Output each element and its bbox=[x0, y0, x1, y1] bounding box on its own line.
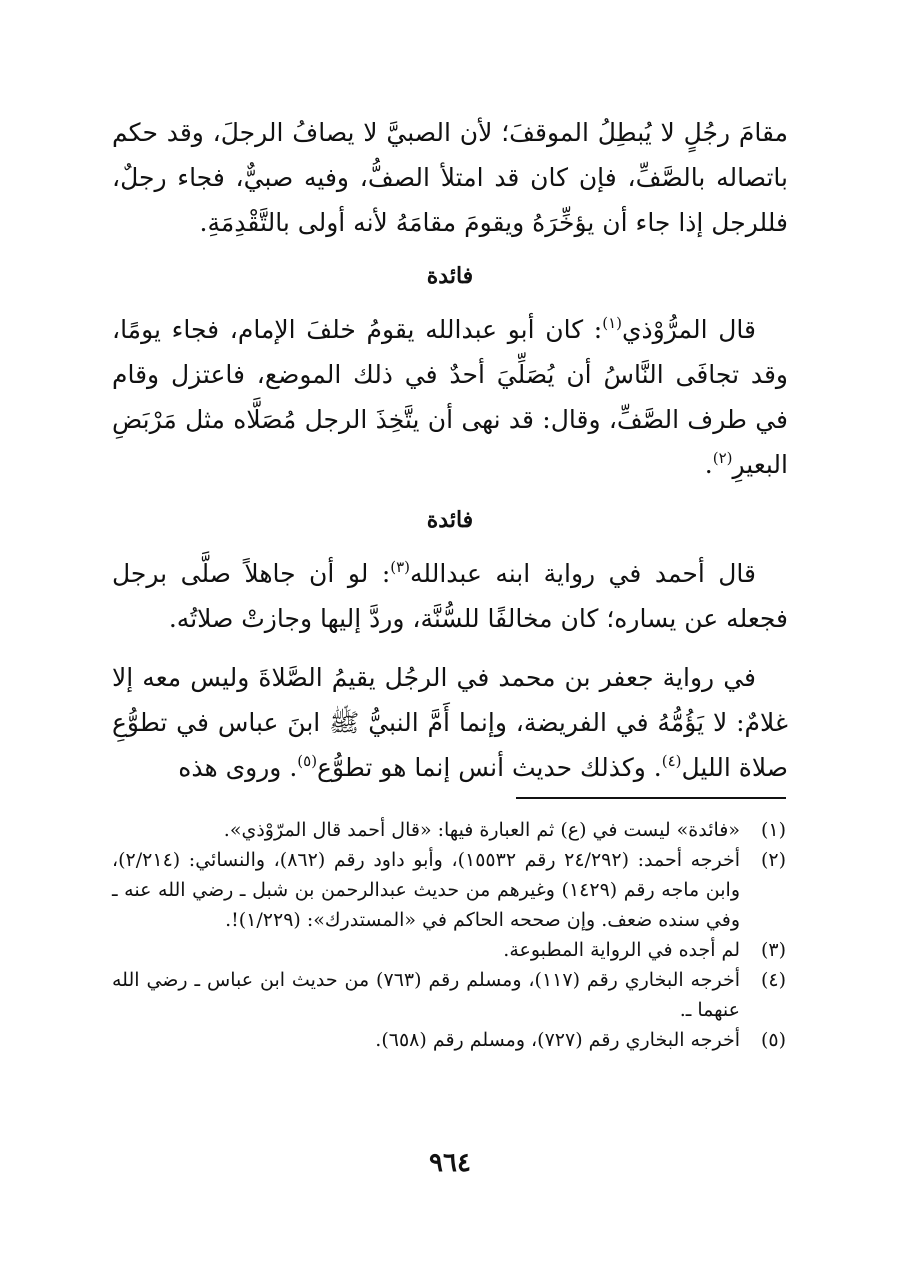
footnote-number: (٢) bbox=[760, 849, 786, 871]
footnote-text: أخرجه البخاري رقم (١١٧)، ومسلم رقم (٧٦٣) من حديث ابن عباس ـ رضي الله عنهما ـ. bbox=[112, 969, 741, 1021]
footnote-1 bbox=[112, 815, 786, 845]
footnote-text: «فائدة» ليست في (ع) ثم العبارة فيها: «قال أحمد قال المرّوْذي». bbox=[223, 819, 740, 841]
section-heading-1: فائدة bbox=[426, 263, 474, 289]
footnote-5 bbox=[112, 1025, 786, 1055]
paragraph-2-text-c: . bbox=[704, 450, 713, 479]
paragraph-4 bbox=[112, 655, 788, 790]
paragraph-3-text-b: : لو أن جاهلاً صلَّى برجل فجعله عن يساره؛ كان مخالفًا للسُّنَّة، وردَّ إليها وجازتْ صلاتُه. bbox=[112, 559, 788, 633]
paragraph-2-text-b: : كان أبو عبدالله يقومُ خلفَ الإمام، فجاء يومًا، وقد تجافَى النَّاسُ أن يُصَلِّيَ أحدٌ في ذلك الموضع، فاعتزل وقام في طرف الصَّفِّ، وقال: قد نهى أن يتَّخِذَ الرجل مُصَلَّاه مثل مَرْبَضِ البعيرِ bbox=[112, 315, 788, 479]
footnote-ref-2: (٢) bbox=[712, 449, 733, 467]
paragraph-4-text-a: في رواية جعفر بن محمد في الرجُل يقيمُ الصَّلاةَ وليس معه إلا غلامٌ: لا يَؤُمُّهُ في الفريضة، وإنما أَمَّ النبيُّ ﷺ ابنَ عباس في تطوُّعِ صلاة الليل bbox=[112, 663, 788, 782]
footnote-2 bbox=[112, 845, 786, 935]
paragraph-3 bbox=[112, 551, 788, 641]
footnotes bbox=[112, 815, 786, 1055]
paragraph-4-text-c: . وروى هذه bbox=[178, 753, 298, 782]
paragraph-2 bbox=[112, 307, 788, 487]
footnote-ref-3: (٣) bbox=[390, 558, 411, 576]
footnote-ref-4: (٤) bbox=[661, 752, 682, 770]
footnote-text: أخرجه أحمد: (٢٤/٢٩٢ رقم ١٥٥٣٢)، وأبو داود رقم (٨٦٢)، والنسائي: (٢/٢١٤)، وابن ماجه رقم (١٤٢٩) وغيرهم من حديث عبدالرحمن بن شبل ـ رضي الله عنه ـ وفي سنده ضعف. وإن صححه الحاكم في «المستدرك»: (١/٢٢٩)!. bbox=[112, 849, 741, 931]
footnote-text: لم أجده في الرواية المطبوعة. bbox=[503, 939, 740, 961]
section-heading-2: فائدة bbox=[426, 507, 474, 533]
footnote-number: (١) bbox=[760, 819, 786, 841]
footnote-text: أخرجه البخاري رقم (٧٢٧)، ومسلم رقم (٦٥٨). bbox=[375, 1029, 740, 1051]
paragraph-2-text-a: قال المرُّوْذي bbox=[621, 315, 756, 344]
footnote-4 bbox=[112, 965, 786, 1025]
main-text bbox=[112, 110, 788, 790]
page-number: ٩٦٤ bbox=[429, 1148, 471, 1178]
paragraph-4-text-b: . وكذلك حديث أنس إنما هو تطوُّع bbox=[317, 753, 662, 782]
footnote-ref-1: (١) bbox=[602, 314, 622, 332]
footnote-3 bbox=[112, 935, 786, 965]
footnote-number: (٤) bbox=[760, 969, 786, 991]
footnote-number: (٣) bbox=[760, 939, 786, 961]
paragraph-3-text-a: قال أحمد في رواية ابنه عبدالله bbox=[410, 559, 756, 588]
footnote-number: (٥) bbox=[760, 1029, 786, 1051]
footnote-ref-5: (٥) bbox=[297, 752, 318, 770]
footnote-divider bbox=[516, 797, 786, 799]
paragraph-1: مقامَ رجُلٍ لا يُبطِلُ الموقفَ؛ لأن الصبيَّ لا يصافُ الرجلَ، وقد حكم باتصاله بالصَّفِّ، فإن كان قد امتلأ الصفُّ، وفيه صبيٌّ، فجاء رجلٌ، فللرجل إذا جاء أن يؤخِّرَهُ ويقومَ مقامَهُ لأنه أولى بالتَّقْدِمَةِ. bbox=[112, 118, 788, 237]
